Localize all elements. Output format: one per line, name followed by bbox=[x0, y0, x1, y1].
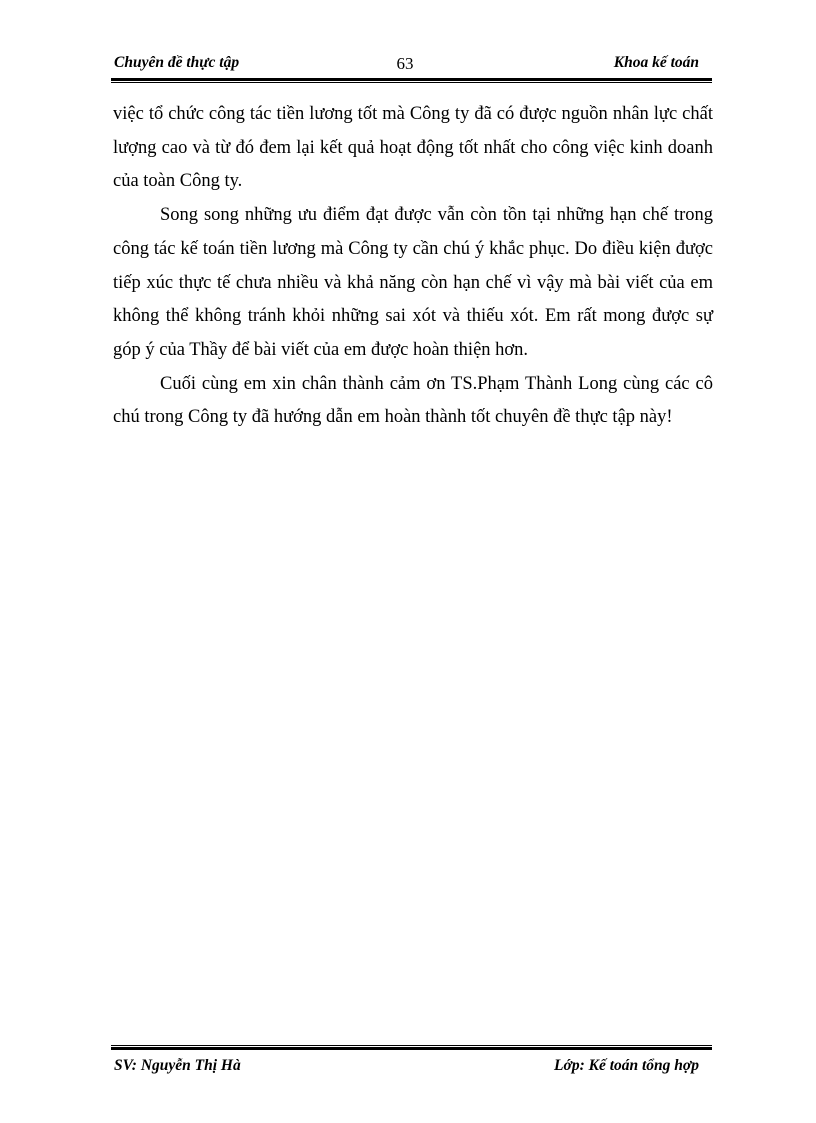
footer-divider bbox=[111, 1045, 712, 1050]
paragraph-continuation: việc tổ chức công tác tiền lương tốt mà Công ty đã có được nguồn nhân lực chất lượng cao và từ đó đem lại kết quả hoạt động tốt nhất cho công việc kinh doanh của toàn Công ty. bbox=[113, 104, 713, 192]
paragraph: Cuối cùng em xin chân thành cảm ơn TS.Phạm Thành Long cùng các cô chú trong Công ty đã hướng dẫn em hoàn thành tốt chuyên đề thực tập này! bbox=[113, 373, 713, 428]
page-number: 63 bbox=[396, 54, 414, 73]
footer-student: SV: Nguyễn Thị Hà bbox=[114, 1057, 241, 1074]
header-divider bbox=[111, 78, 712, 83]
page-footer bbox=[111, 1054, 699, 1078]
page-header bbox=[111, 50, 699, 76]
footer-class: Lớp: Kế toán tổng hợp bbox=[554, 1057, 699, 1074]
paragraph: Song song những ưu điểm đạt được vẫn còn tồn tại những hạn chế trong công tác kế toán tiền lương mà Công ty cần chú ý khắc phục. Do điều kiện được tiếp xúc thực tế chưa nhiều và khả năng còn hạn chế vì vậy mà bài viết của em không thể không tránh khỏi những sai xót và thiếu xót. Em rất mong được sự góp ý của Thầy để bài viết của em được hoàn thiện hơn. bbox=[113, 205, 713, 360]
header-department: Khoa kế toán bbox=[613, 54, 699, 71]
header-title: Chuyên đề thực tập bbox=[114, 54, 240, 71]
page-body bbox=[113, 98, 713, 435]
